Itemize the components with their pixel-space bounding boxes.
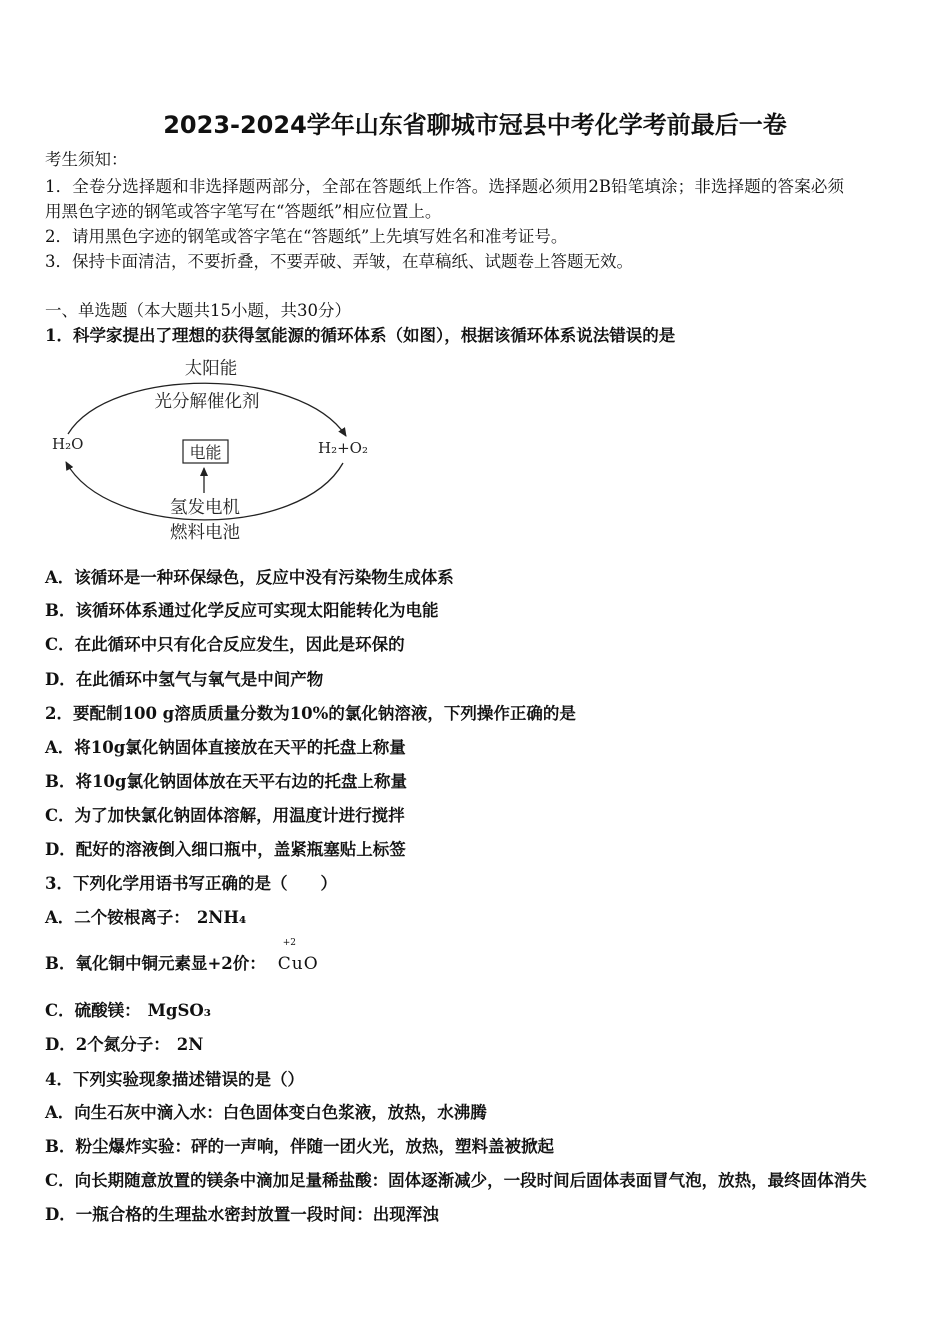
hydrogen-oxygen-node: H₂+O₂ [318,439,368,457]
notice-heading: 考生须知： [45,150,128,169]
notice-item-2: 2．请用黑色字迹的钢笔或答字笔在“答题纸”上先填写姓名和准考证号。 [45,227,568,246]
question-4-option-b: B．粉尘爆炸实验：砰的一声响，伴随一团火光，放热，塑料盖被掀起 [45,1137,554,1156]
question-3-option-d [45,1033,203,1057]
question-3-option-a [45,906,246,930]
hydrogen-generator-label: 氢发电机 [170,498,240,518]
chemical-formula: 2NH₄ [196,908,247,927]
question-4-option-a: A．向生石灰中滴入水：白色固体变白色浆液，放热，水沸腾 [45,1103,487,1122]
question-1-option-b: B．该循环体系通过化学反应可实现太阳能转化为电能 [45,601,439,620]
option-text: A．二个铵根离子： [45,908,190,927]
solar-energy-label: 太阳能 [184,359,238,379]
question-2-option-d: D．配好的溶液倒入细口瓶中，盖紧瓶塞贴上标签 [45,840,406,859]
chemical-formula-with-valence [277,938,319,976]
option-text: D．2个氮分子： [45,1035,170,1054]
question-3-option-b [45,938,319,976]
water-node: H₂O [52,435,84,453]
valence-mark: +2 [282,938,297,948]
question-1-stem: 1．科学家提出了理想的获得氢能源的循环体系（如图），根据该循环体系说法错误的是 [45,326,676,345]
question-2-option-b: B．将10g氯化钠固体放在天平右边的托盘上称量 [45,772,407,791]
question-3-option-c [45,999,211,1023]
question-4-option-c: C．向长期随意放置的镁条中滴加足量稀盐酸：固体逐渐减少，一段时间后固体表面冒气泡，放热，最终固体消失 [45,1171,867,1190]
chemical-formula: MgSO₃ [147,1001,211,1020]
chemical-formula: CuO [277,954,319,974]
option-text: B．氧化铜中铜元素显+2价： [45,954,266,973]
question-2-option-a: A．将10g氯化钠固体直接放在天平的托盘上称量 [45,738,406,757]
question-1-option-a: A．该循环是一种环保绿色，反应中没有污染物生成体系 [45,568,454,587]
section-heading: 一、单选题（本大题共15小题，共30分） [45,301,351,320]
question-4-stem: 4．下列实验现象描述错误的是（） [45,1070,304,1089]
question-4-option-d: D．一瓶合格的生理盐水密封放置一段时间：出现浑浊 [45,1205,439,1224]
notice-item-3: 3．保持卡面清洁，不要折叠，不要弄破、弄皱，在草稿纸、试题卷上答题无效。 [45,252,633,271]
question-2-stem: 2．要配制100 g溶质质量分数为10%的氯化钠溶液，下列操作正确的是 [45,704,576,723]
question-2-option-c: C．为了加快氯化钠固体溶解，用温度计进行搅拌 [45,806,405,825]
question-1-option-c: C．在此循环中只有化合反应发生，因此是环保的 [45,635,405,654]
notice-item-1: 1．全卷分选择题和非选择题两部分，全部在答题纸上作答。选择题必须用2B铅笔填涂；非选择题的答案必须用黑色字迹的钢笔或答字笔写在“答题纸”相应位置上。 [45,177,844,221]
electric-energy-label: 电能 [189,443,222,462]
question-3-stem: 3．下列化学用语书写正确的是（ ） [45,874,337,893]
fuel-cell-label: 燃料电池 [170,523,240,543]
hydrogen-cycle-diagram [0,350,400,550]
option-text: C．硫酸镁： [45,1001,141,1020]
chemical-formula: 2N [176,1035,204,1054]
question-1-option-d: D．在此循环中氢气与氧气是中间产物 [45,670,324,689]
catalyst-label: 光分解催化剂 [154,392,260,412]
page-title: 2023-2024学年山东省聊城市冠县中考化学考前最后一卷 [163,111,787,139]
